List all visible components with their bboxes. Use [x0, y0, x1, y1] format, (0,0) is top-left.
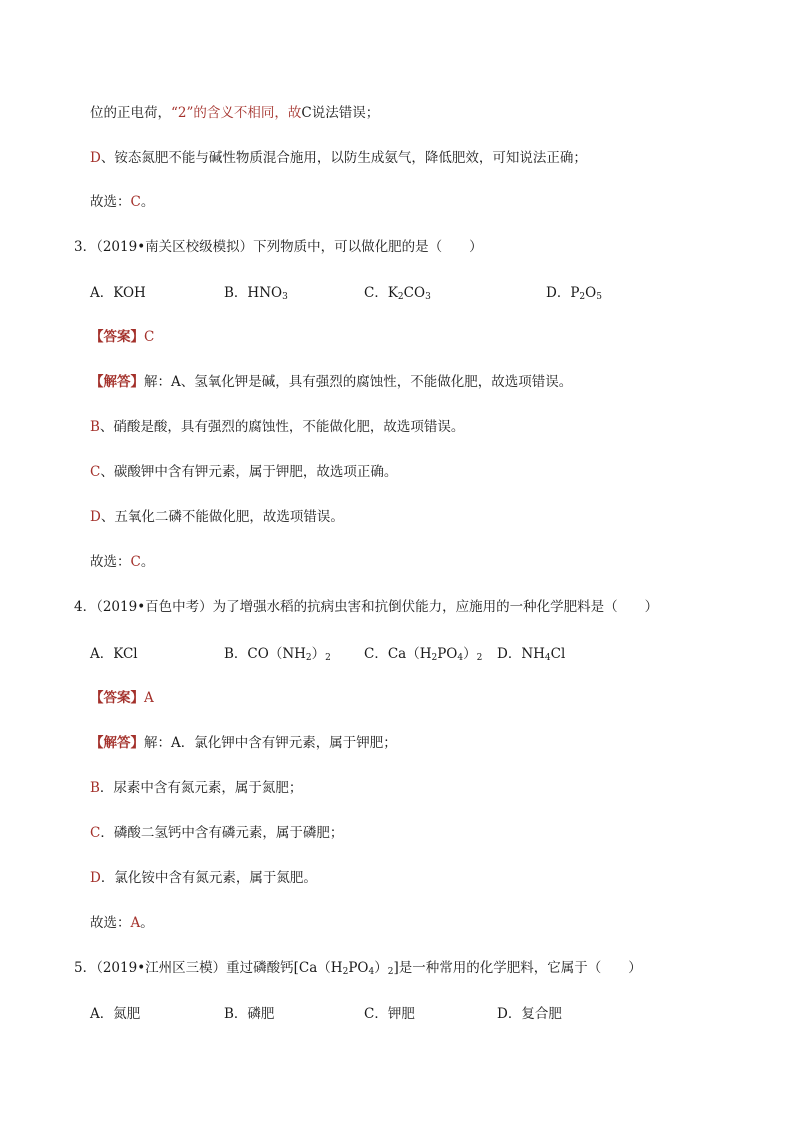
- continuation-line-1: [90, 104, 379, 122]
- question-5-stem: 5．（2019•江州区三模）重过磷酸钙$[Ca(H_2PO_4)_2]$是一种常用的化学肥料，它属于（ ）: [74, 960, 642, 977]
- q4-option-c: C．$Ca(H_2PO_4)_2$: [364, 646, 483, 663]
- continuation-final: [90, 193, 154, 211]
- final-period: 。: [140, 554, 155, 570]
- final-label: 故选：: [90, 554, 131, 570]
- analysis-text: 、硝酸是酸，具有强烈的腐蚀性，不能做化肥，故选项错误。: [99, 419, 465, 435]
- analysis-text: 、碳酸钾中含有钾元素，属于钾肥，故选项正确。: [100, 464, 398, 480]
- continuation-line-2: [90, 149, 587, 167]
- text-fragment: 位的正电荷，: [90, 105, 171, 121]
- q4-option-d: D．$NH_4Cl$: [497, 646, 566, 663]
- q4-analysis-1: [90, 734, 397, 752]
- text-fragment: 说法错误；: [311, 105, 380, 121]
- q3-analysis-2: [90, 418, 464, 436]
- answer-value: C: [144, 329, 155, 345]
- answer-label: 【答案】: [90, 690, 144, 706]
- q4-final: [90, 914, 154, 932]
- analysis-text: 、五氧化二磷不能做化肥，故选项错误。: [100, 509, 344, 525]
- q3-option-c: C．$K_2CO_3$: [364, 285, 431, 302]
- q4-analysis-3: [90, 824, 343, 842]
- analysis-label: 【解答】: [90, 374, 144, 390]
- q5-option-b: B．磷肥: [224, 1006, 275, 1022]
- q4-answer: [90, 689, 154, 707]
- option-lead: B: [90, 419, 100, 435]
- q3-option-d: D．$P_2O_5$: [546, 285, 602, 302]
- option-lead: C: [90, 464, 101, 480]
- final-label: 故选：: [90, 915, 131, 931]
- q5-option-a: A．氮肥: [90, 1006, 141, 1022]
- answer-label: 【答案】: [90, 329, 144, 345]
- option-lead: B: [90, 780, 100, 796]
- question-3-stem: 3．（2019•南关区校级模拟）下列物质中，可以做化肥的是（ ）: [74, 239, 483, 255]
- q3-analysis-4: [90, 508, 344, 526]
- final-period: 。: [140, 915, 154, 931]
- q5-option-c: C．钾肥: [364, 1006, 415, 1022]
- q4-option-a: A．KCl: [90, 646, 138, 662]
- answer-value: A: [144, 690, 154, 706]
- q3-option-b: B．$HNO_3$: [224, 285, 288, 302]
- q3-analysis-1: [90, 373, 572, 391]
- q3-option-a: A．KOH: [90, 285, 146, 301]
- q3-answer: [90, 328, 154, 346]
- final-period: 。: [140, 194, 155, 210]
- q3-analysis-3: [90, 463, 397, 481]
- option-lead: C: [90, 825, 101, 841]
- analysis-text: ．尿素中含有氮元素，属于氮肥；: [99, 780, 303, 796]
- q4-analysis-4: [90, 869, 317, 887]
- analysis-text: ．氯化铵中含有氮元素，属于氮肥。: [100, 870, 317, 886]
- final-answer: A: [130, 915, 141, 931]
- question-4-stem: 4．（2019•百色中考）为了增强水稻的抗病虫害和抗倒伏能力，应施用的一种化学肥料是（ ）: [74, 599, 659, 615]
- analysis-text: 解：A．氯化钾中含有钾元素，属于钾肥；: [144, 735, 397, 751]
- final-label: 故选：: [90, 194, 131, 210]
- option-lead: D: [90, 509, 101, 525]
- text-fragment-red: “2”的含义不相同，故: [171, 105, 302, 121]
- q3-final: [90, 553, 154, 571]
- q4-analysis-2: [90, 779, 302, 797]
- text-fragment: C: [301, 105, 312, 121]
- analysis-text: ．磷酸二氢钙中含有磷元素，属于磷肥；: [100, 825, 344, 841]
- q4-option-b: B．$CO(NH_2)_2$: [224, 646, 331, 663]
- analysis-label: 【解答】: [90, 735, 144, 751]
- final-answer: C: [130, 194, 141, 210]
- q5-option-d: D．复合肥: [497, 1006, 562, 1022]
- analysis-text: 解：A、氢氧化钾是碱，具有强烈的腐蚀性，不能做化肥，故选项错误。: [144, 374, 573, 390]
- final-answer: C: [130, 554, 141, 570]
- option-lead: D: [90, 870, 101, 886]
- text-fragment: 、铵态氮肥不能与碱性物质混合施用，以防生成氨气，降低肥效，可知说法正确；: [100, 150, 587, 166]
- option-lead: D: [90, 150, 101, 166]
